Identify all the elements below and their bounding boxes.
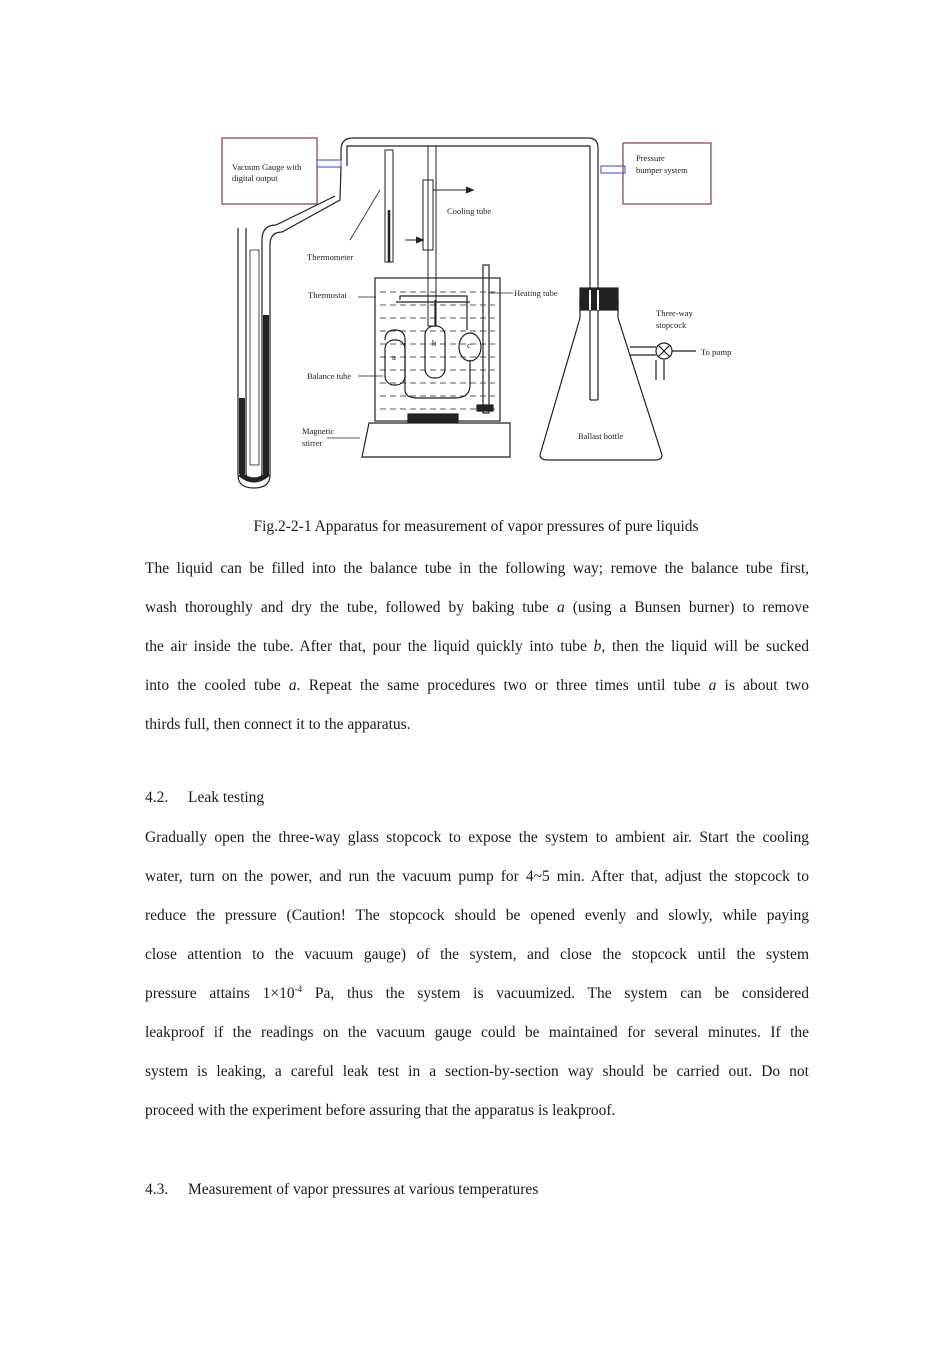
variable-a: a <box>556 599 565 616</box>
label-heating-tube: Heating tube <box>514 288 558 298</box>
section-number: 4.3. <box>145 1181 169 1198</box>
paragraph-filling <box>145 549 809 744</box>
label-cooling-tube: Cooling tube <box>447 206 492 216</box>
text-line: proceed with the experiment before assuring that the apparatus is leakproof. <box>145 1102 616 1119</box>
text-line: the air inside the tube. After that, pour the liquid quickly into tube b, then the liquid will be sucked <box>145 638 809 655</box>
text-line: thirds full, then connect it to the apparatus. <box>145 716 411 733</box>
label-vacuum-gauge-2: digital output <box>232 173 278 183</box>
label-magnetic-1: Magnetic <box>302 426 335 436</box>
label-pressure-bumper-2: bumper system <box>636 165 688 175</box>
apparatus-diagram <box>0 0 952 510</box>
variable-a: a <box>288 677 297 694</box>
text-line: close attention to the vacuum gauge) of the system, and close the stopcock until the system <box>145 946 809 963</box>
section-heading-leak-testing <box>145 789 264 807</box>
section-title: Leak testing <box>188 789 265 806</box>
label-bulb-b: b <box>432 338 437 348</box>
figure-caption: Fig.2-2-1 Apparatus for measurement of vapor pressures of pure liquids <box>253 518 699 535</box>
text-line: wash thoroughly and dry the tube, followed by baking tube a (using a Bunsen burner) to remove <box>145 599 809 616</box>
text-line: pressure attains $1\times 10^{-4}$ Pa, thus the system is vacuumized. The system can be considered <box>145 984 810 1002</box>
text-line: reduce the pressure (Caution! The stopcock should be opened evenly and slowly, while paying <box>145 907 809 924</box>
variable-a: a <box>708 677 717 694</box>
text-line: Gradually open the three-way glass stopcock to expose the system to ambient air. Start the cooling <box>145 829 809 846</box>
label-balance-tube: Balance tube <box>307 371 352 381</box>
label-three-way-2: stopcock <box>656 320 687 330</box>
label-pressure-bumper-1: Pressure <box>636 153 665 163</box>
section-number: 4.2. <box>145 789 169 806</box>
text-line: leakproof if the readings on the vacuum gauge could be maintained for several minutes. If the <box>145 1024 809 1041</box>
paragraph-leak-testing <box>145 818 809 1130</box>
variable-b: b <box>593 638 602 655</box>
label-vacuum-gauge-1: Vacuum Gauge with <box>232 162 302 172</box>
section-heading-vapor-pressures <box>145 1181 538 1199</box>
text-line: system is leaking, a careful leak test in a section-by-section way should be carried out. Do not <box>145 1063 809 1080</box>
text-line: water, turn on the power, and run the vacuum pump for 4~5 min. After that, adjust the stopcock to <box>145 868 809 885</box>
label-magnetic-2: stirrer <box>302 438 323 448</box>
text-line: The liquid can be filled into the balance tube in the following way; remove the balance tube first, <box>145 560 809 577</box>
label-bulb-c: c <box>467 340 471 350</box>
label-bulb-a: a <box>392 352 396 362</box>
text-line: into the cooled tube a. Repeat the same procedures two or three times until tube a is about two <box>145 677 809 694</box>
label-thermostat: Thermostat <box>308 290 347 300</box>
section-title: Measurement of vapor pressures at various temperatures <box>188 1181 539 1198</box>
label-three-way-1: Three-way <box>656 308 693 318</box>
label-thermometer: Thermometer <box>307 252 354 262</box>
label-to-pump: To pump <box>701 347 732 357</box>
exponent: -4 <box>294 984 303 994</box>
label-ballast-bottle: Ballast bottle <box>578 431 624 441</box>
